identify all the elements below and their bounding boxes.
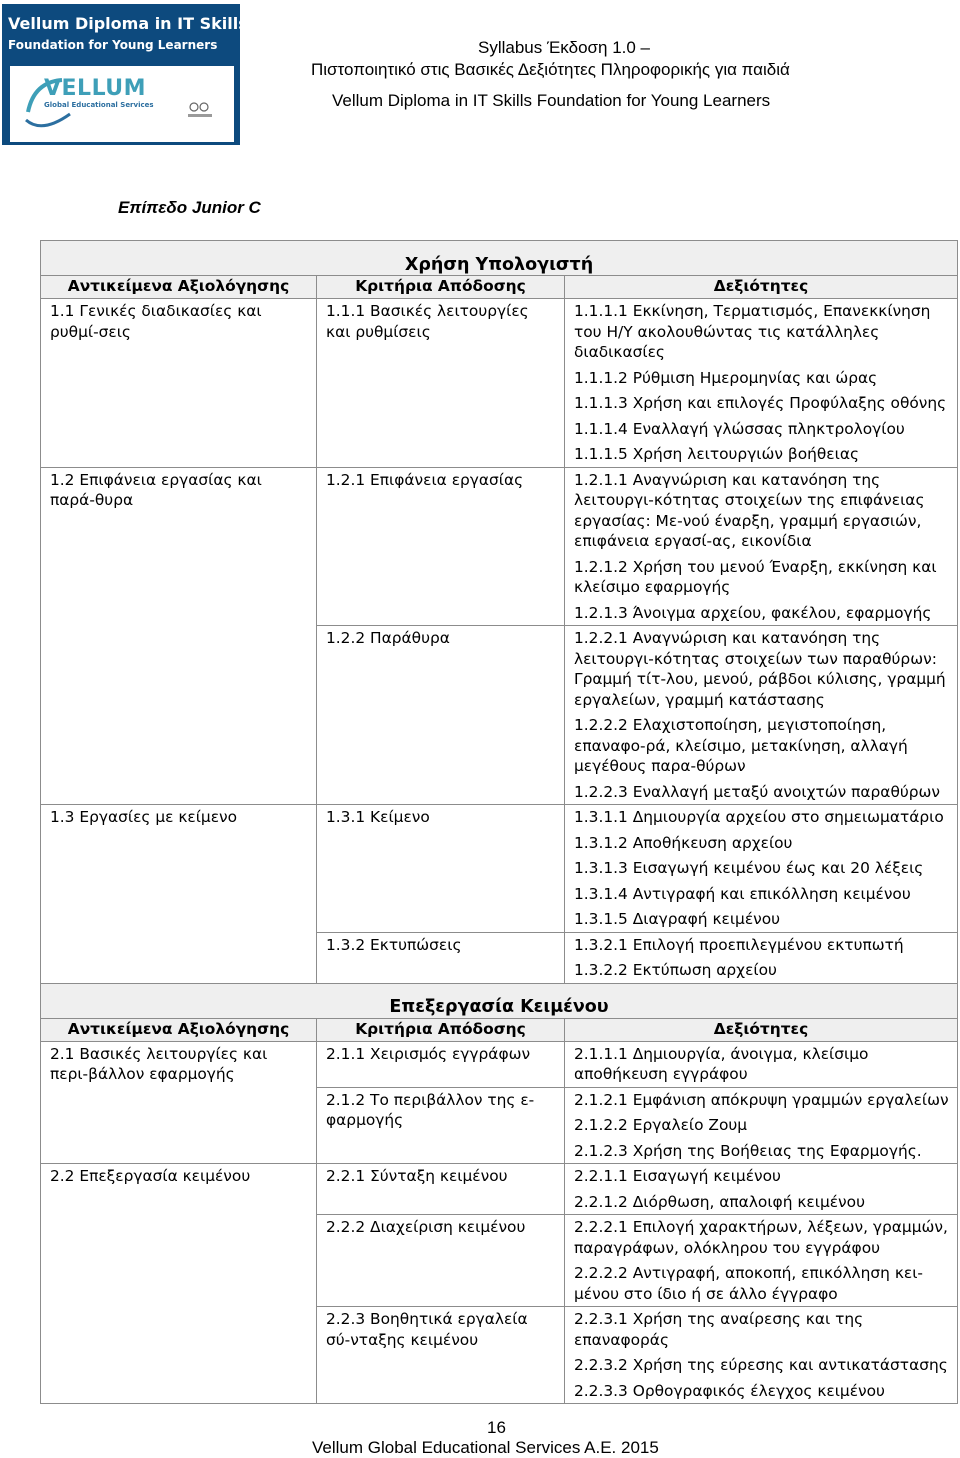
criterion-cell: 1.2.2 Παράθυρα bbox=[317, 626, 565, 805]
vellum-logo bbox=[2, 4, 248, 145]
criterion-cell: 1.1.1 Βασικές λειτουργίες και ρυθμίσεις bbox=[317, 299, 565, 468]
table-row bbox=[41, 932, 958, 983]
table-row bbox=[41, 299, 958, 468]
table-row bbox=[41, 626, 958, 805]
column-header-skills: Δεξιότητες bbox=[565, 276, 958, 299]
footer-company: Vellum Global Educational Services A.E. 2015 bbox=[312, 1438, 659, 1457]
skill-item: 1.2.2.3 Εναλλαγή μεταξύ ανοιχτών παραθύρων bbox=[574, 782, 941, 801]
skills-cell bbox=[565, 626, 958, 805]
column-header-row bbox=[41, 1018, 958, 1041]
criterion-cell: 1.3.2 Εκτυπώσεις bbox=[317, 932, 565, 983]
skill-item: 2.2.2.2 Αντιγραφή, αποκοπή, επικόλληση κει-μένου στο ίδιο ή σε άλλο έγγραφο bbox=[574, 1264, 923, 1303]
logo-tagline: Global Educational Services bbox=[44, 101, 154, 109]
skill-item: 2.1.2.3 Χρήση της Βοήθειας της Εφαρμογής. bbox=[574, 1141, 922, 1160]
logo-panel bbox=[10, 66, 234, 142]
skills-cell bbox=[565, 1215, 958, 1307]
skills-cell bbox=[565, 805, 958, 933]
column-header-row bbox=[41, 276, 958, 299]
skill-item: 2.1.2.1 Εμφάνιση απόκρυψη γραμμών εργαλείων bbox=[574, 1090, 949, 1109]
skill-item: 2.2.1.2 Διόρθωση, απαλοιφή κειμένου bbox=[574, 1192, 865, 1211]
objective-cell: 2.2 Επεξεργασία κειμένου bbox=[41, 1164, 317, 1215]
section-title bbox=[41, 241, 958, 276]
skill-item: 2.2.3.1 Χρήση της αναίρεσης και της επαναφοράς bbox=[574, 1310, 864, 1349]
table-row bbox=[41, 1041, 958, 1087]
skill-item: 1.3.1.3 Εισαγωγή κειμένου έως και 20 λέξεις bbox=[574, 859, 924, 877]
skills-cell bbox=[565, 1087, 958, 1164]
skill-item: 2.2.2.1 Επιλογή χαρακτήρων, λέξεων, γραμμών, παραγράφων, ολόκληρου του εγγράφου bbox=[574, 1218, 948, 1257]
section-header-row bbox=[41, 983, 958, 1018]
objective-cell bbox=[41, 932, 317, 983]
table-row bbox=[41, 805, 958, 933]
logo-title: Vellum Diploma in IT Skills bbox=[8, 14, 248, 33]
skill-item: 1.1.1.2 Ρύθμιση Ημερομηνίας και ώρας bbox=[574, 368, 878, 387]
skill-item: 1.3.1.1 Δημιουργία αρχείου στο σημειωματάριο bbox=[574, 808, 944, 826]
skills-cell bbox=[565, 932, 958, 983]
skill-item: 1.2.2.2 Ελαχιστοποίηση, μεγιστοποίηση, επαναφο-ρά, κλείσιμο, μετακίνηση, αλλαγή μεγέθους παρα-θύρων bbox=[574, 716, 908, 775]
syllabus-table bbox=[40, 240, 958, 1404]
skill-item: 2.1.1.1 Δημιουργία, άνοιγμα, κλείσιμο αποθήκευση εγγράφου bbox=[574, 1044, 869, 1083]
section-title bbox=[41, 983, 958, 1018]
skill-item: 2.2.3.3 Ορθογραφικός έλεγχος κειμένου bbox=[574, 1381, 885, 1400]
skills-cell bbox=[565, 299, 958, 468]
criterion-cell: 2.2.1 Σύνταξη κειμένου bbox=[317, 1164, 565, 1215]
logo-brand: VELLUM bbox=[44, 76, 147, 101]
skill-item: 1.2.2.1 Αναγνώριση και κατανόηση της λειτουργι-κότητας στοιχείων των παραθύρων: Γραμμή τίτ-λου, μενού, ράβδοι κύλισης, γραμμή εργαλείων, γραμμή κατάστασης bbox=[574, 629, 946, 709]
header-line-2: Πιστοποιητικό στις Βασικές Δεξιότητες Πληροφορικής για παιδιά bbox=[311, 60, 790, 79]
skills-cell bbox=[565, 1041, 958, 1087]
skill-item: 1.1.1.1 Εκκίνηση, Τερματισμός, Επανεκκίνηση του Η/Υ ακολουθώντας τις κατάλληλες διαδικασίες bbox=[574, 302, 931, 361]
skill-item: 1.2.1.2 Χρήση του μενού Έναρξη, εκκίνηση και κλείσιμο εφαρμογής bbox=[574, 557, 937, 596]
skills-cell bbox=[565, 1307, 958, 1404]
skill-item: 1.3.1.5 Διαγραφή κειμένου bbox=[574, 910, 781, 928]
skill-item: 1.2.1.1 Αναγνώριση και κατανόηση της λειτουργι-κότητας στοιχείων της επιφάνειας εργασίας: Με-νού έναρξη, γραμμή εργασιών, επιφάνεια εργασί-ας, εικονίδια bbox=[574, 470, 925, 550]
criterion-cell: 2.1.1 Χειρισμός εγγράφων bbox=[317, 1041, 565, 1087]
skill-item: 1.2.1.3 Άνοιγμα αρχείου, φακέλου, εφαρμογής bbox=[574, 603, 932, 622]
skill-item: 1.1.1.3 Χρήση και επιλογές Προφύλαξης οθόνης bbox=[574, 394, 947, 412]
objective-cell bbox=[41, 1215, 317, 1307]
skills-cell bbox=[565, 467, 958, 626]
column-header-criteria: Κριτήρια Απόδοσης bbox=[317, 276, 565, 299]
section-title-text: Χρήση Υπολογιστή bbox=[404, 254, 594, 275]
header-line-3: Vellum Diploma in IT Skills Foundation for Young Learners bbox=[332, 91, 771, 110]
objective-cell: 1.1 Γενικές διαδικασίες και ρυθμί-σεις bbox=[41, 299, 317, 468]
skills-cell bbox=[565, 1164, 958, 1215]
criterion-cell: 2.2.2 Διαχείριση κειμένου bbox=[317, 1215, 565, 1307]
section-title-text: Επεξεργασία Κειμένου bbox=[389, 997, 609, 1017]
table-row bbox=[41, 1307, 958, 1404]
table-row bbox=[41, 1215, 958, 1307]
table-row bbox=[41, 1087, 958, 1164]
level-title: Επίπεδο Junior C bbox=[118, 198, 261, 217]
objective-cell bbox=[41, 626, 317, 805]
logo-subtitle: Foundation for Young Learners bbox=[8, 38, 218, 52]
skill-item: 1.3.1.2 Αποθήκευση αρχείου bbox=[574, 833, 793, 852]
table-row bbox=[41, 1164, 958, 1215]
objective-cell: 1.2 Επιφάνεια εργασίας και παρά-θυρα bbox=[41, 467, 317, 626]
section-header-row bbox=[41, 241, 958, 276]
criterion-cell: 2.2.3 Βοηθητικά εργαλεία σύ-νταξης κειμένου bbox=[317, 1307, 565, 1404]
skill-item: 1.3.2.1 Επιλογή προεπιλεγμένου εκτυπωτή bbox=[574, 935, 904, 954]
skill-item: 2.1.2.2 Εργαλείο Ζουμ bbox=[574, 1116, 748, 1134]
criterion-cell: 1.3.1 Κείμενο bbox=[317, 805, 565, 933]
criterion-cell: 2.1.2 Το περιβάλλον της ε-φαρμογής bbox=[317, 1087, 565, 1164]
column-header-objectives: Αντικείμενα Αξιολόγησης bbox=[41, 276, 317, 299]
partner-mark-icon bbox=[184, 100, 218, 120]
objective-cell bbox=[41, 1307, 317, 1404]
skill-item: 1.3.1.4 Αντιγραφή και επικόλληση κειμένου bbox=[574, 884, 911, 903]
table-row bbox=[41, 467, 958, 626]
objective-cell: 1.3 Εργασίες με κείμενο bbox=[41, 805, 317, 933]
column-header-objectives: Αντικείμενα Αξιολόγησης bbox=[41, 1018, 317, 1041]
skill-item: 1.1.1.4 Εναλλαγή γλώσσας πληκτρολογίου bbox=[574, 419, 905, 438]
column-header-skills: Δεξιότητες bbox=[565, 1018, 958, 1041]
objective-cell: 2.1 Βασικές λειτουργίες και περι-βάλλον εφαρμογής bbox=[41, 1041, 317, 1087]
criterion-cell: 1.2.1 Επιφάνεια εργασίας bbox=[317, 467, 565, 626]
header-line-1: Syllabus Έκδοση 1.0 – bbox=[478, 38, 651, 57]
objective-cell bbox=[41, 1087, 317, 1164]
skill-item: 2.2.1.1 Εισαγωγή κειμένου bbox=[574, 1167, 781, 1185]
skill-item: 1.1.1.5 Χρήση λειτουργιών βοήθειας bbox=[574, 445, 860, 463]
column-header-criteria: Κριτήρια Απόδοσης bbox=[317, 1018, 565, 1041]
page-number: 16 bbox=[487, 1418, 506, 1437]
skill-item: 1.3.2.2 Εκτύπωση αρχείου bbox=[574, 961, 777, 979]
skill-item: 2.2.3.2 Χρήση της εύρεσης και αντικατάστασης bbox=[574, 1356, 948, 1374]
